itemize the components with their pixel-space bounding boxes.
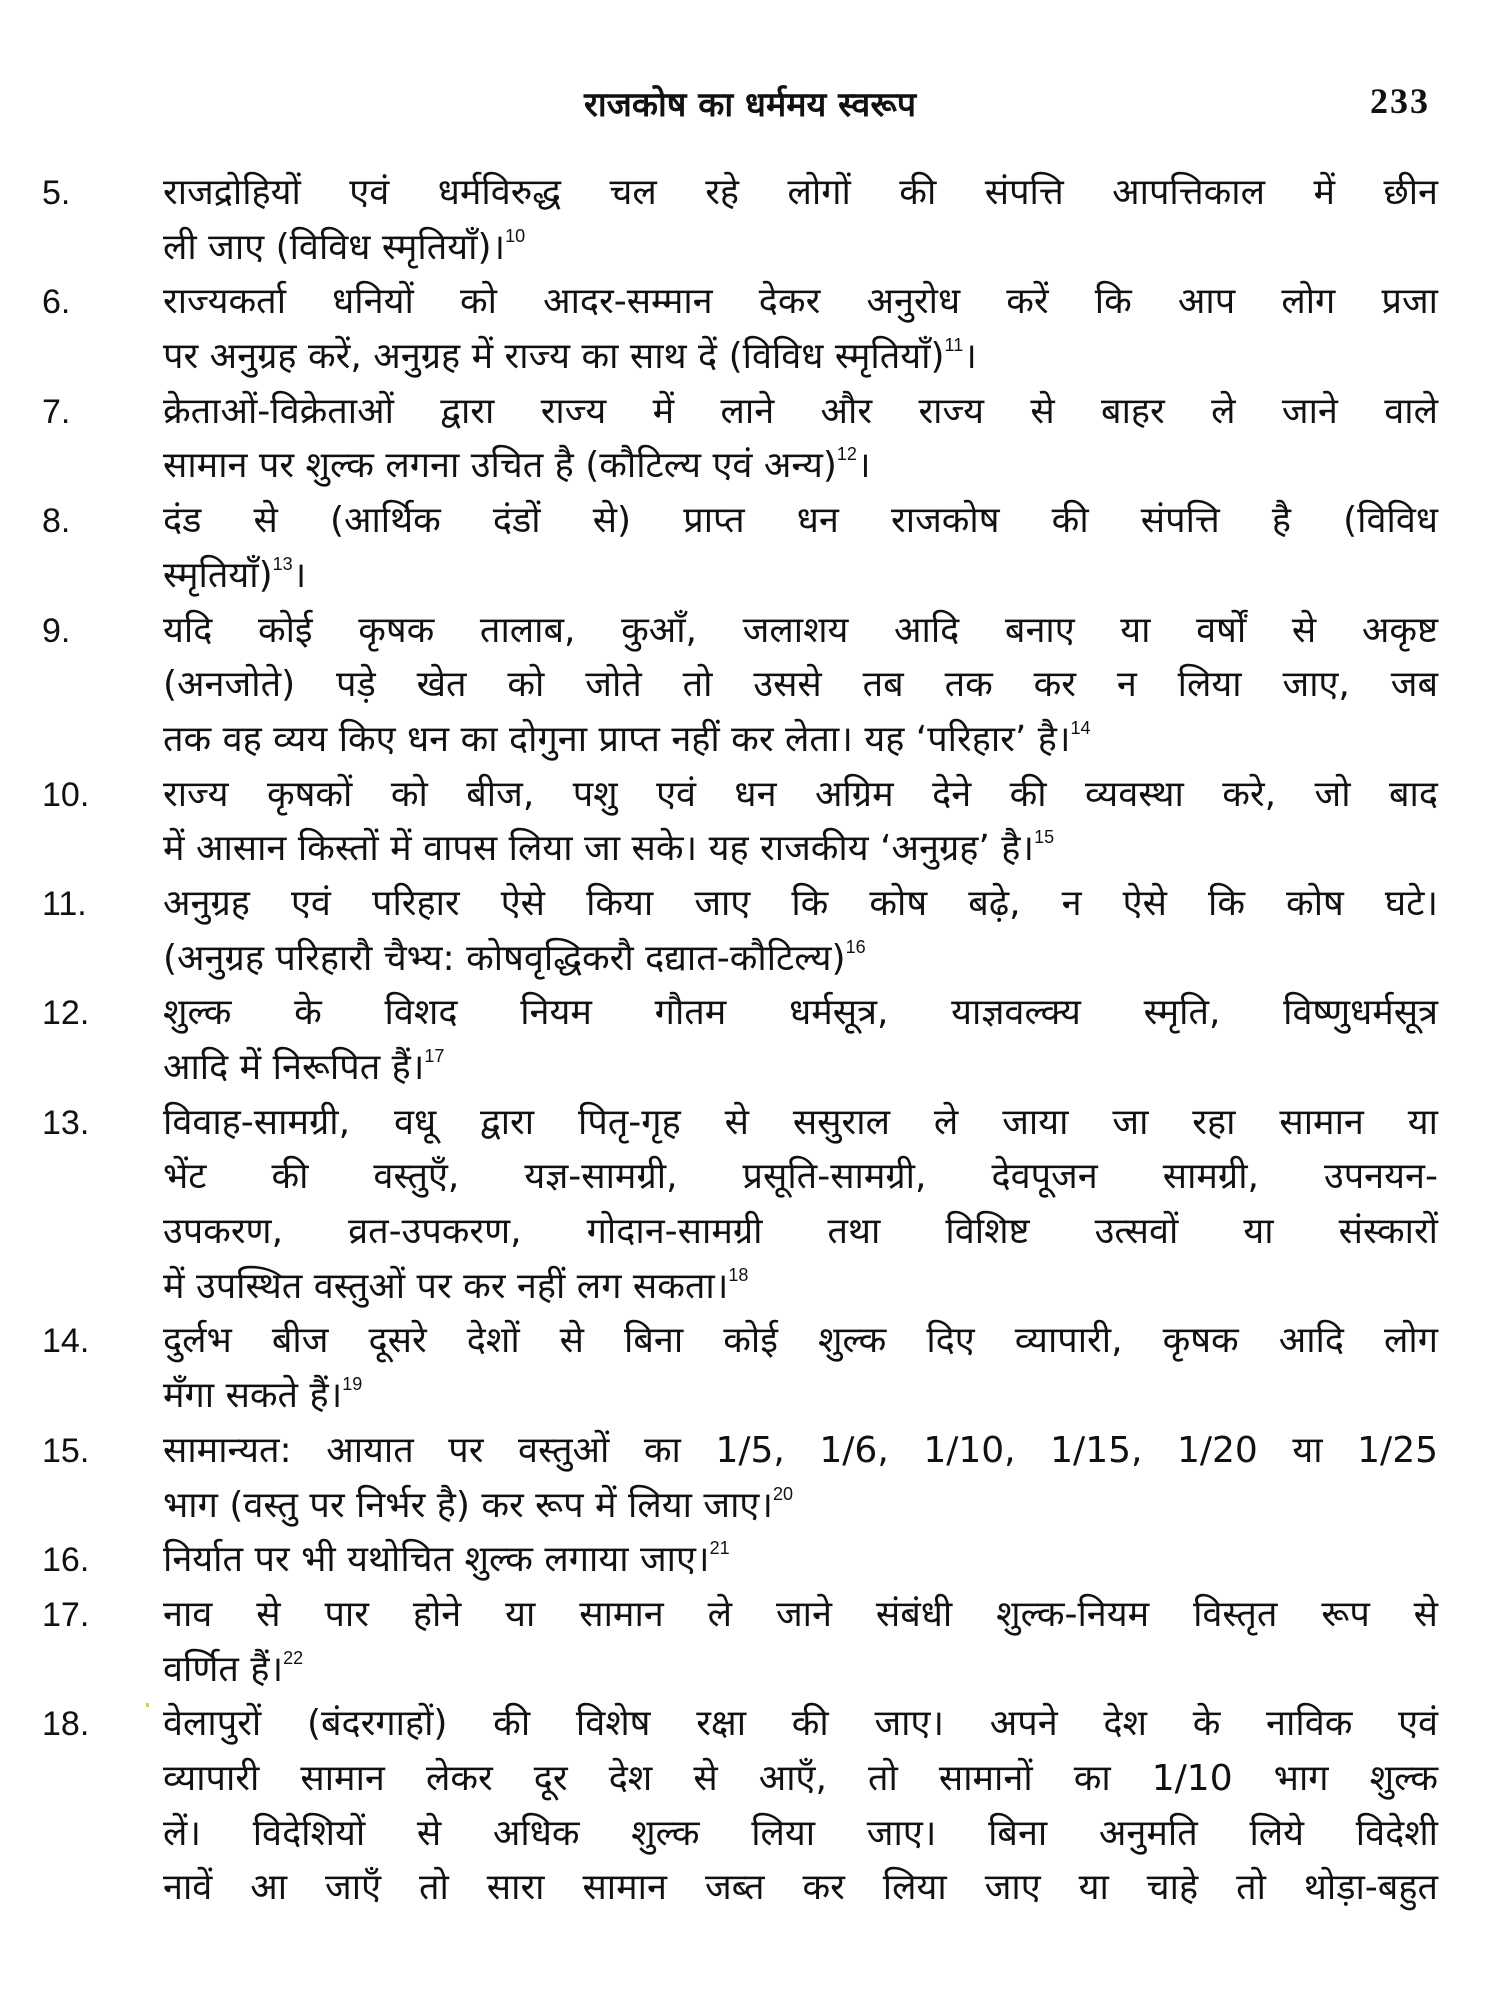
footnote-marker: 19 [342, 1374, 363, 1395]
footnote-marker: 18 [728, 1264, 749, 1285]
line-text: तक वह व्यय किए धन का दोगुना प्राप्त नहीं कर लेता। यह ‘परिहार’ है। [163, 718, 1071, 760]
text-line [163, 439, 1438, 494]
list-item [0, 385, 1500, 494]
line-text: (अनुग्रह परिहारौ चैभ्य: कोषवृद्धिकरौ दद्यात-कौटिल्य) [163, 937, 846, 979]
text-line [163, 221, 1438, 276]
line-text: नावें आ जाएँ तो सारा सामान जब्त कर लिया जाए या चाहे तो थोड़ा-बहुत [163, 1867, 1438, 1909]
line-text: में आसान किस्तों में वापस लिया जा सके। यह राजकीय ‘अनुग्रह’ है। [163, 828, 1035, 870]
line-text: सामान पर शुल्क लगना उचित है (कौटिल्य एवं अन्य) [163, 445, 837, 487]
line-text: व्यापारी सामान लेकर दूर देश से आएँ, तो सामानों का 1/10 भाग शुल्क [163, 1757, 1438, 1799]
text-line [163, 166, 1438, 221]
item-number: 15. [42, 1431, 90, 1470]
list-item [0, 275, 1500, 384]
footnote-marker: 12 [836, 444, 857, 465]
list-item [0, 877, 1500, 986]
line-text: उपकरण, व्रत-उपकरण, गोदान-सामग्री तथा विशिष्ट उत्सवों या संस्कारों [163, 1211, 1438, 1253]
text-line [163, 1260, 1438, 1315]
text-line [163, 932, 1438, 987]
list-item [0, 604, 1500, 768]
line-text: राज्यकर्ता धनियों को आदर-सम्मान देकर अनुरोध करें कि आप लोग प्रजा [163, 281, 1438, 323]
text-line [163, 1424, 1438, 1479]
list-item [0, 1314, 1500, 1423]
text-line [163, 658, 1438, 713]
item-number: 12. [42, 994, 90, 1033]
item-number: 5. [42, 174, 71, 212]
line-text: राजद्रोहियों एवं धर्मविरुद्ध चल रहे लोगों की संपत्ति आपत्तिकाल में छीन [163, 172, 1438, 213]
line-text: नाव से पार होने या सामान ले जाने संबंधी शुल्क-नियम विस्तृत रूप से [163, 1593, 1438, 1635]
line-text: वर्णित हैं। [163, 1648, 284, 1690]
line-text: दुर्लभ बीज दूसरे देशों से बिना कोई शुल्क दिए व्यापारी, कृषक आदि लोग [163, 1320, 1438, 1362]
line-text: सामान्यत: आयात पर वस्तुओं का 1/5, 1/6, 1/10, 1/15, 1/20 या 1/25 [163, 1429, 1438, 1471]
line-tail: । [963, 336, 977, 378]
text-line [163, 713, 1438, 768]
line-text: आदि में निरूपित हैं। [163, 1047, 425, 1088]
line-text: पर अनुग्रह करें, अनुग्रह में राज्य का साथ दें (विविध स्मृतियाँ) [163, 336, 945, 378]
item-number: 13. [42, 1103, 90, 1142]
text-line [163, 877, 1438, 932]
numbered-list [0, 166, 1500, 1916]
item-number: 14. [42, 1322, 90, 1361]
line-text: स्मृतियाँ) [163, 554, 273, 596]
text-line [163, 1479, 1438, 1534]
text-line [163, 1041, 1438, 1096]
item-number: 18. [42, 1705, 90, 1744]
footnote-marker: 13 [272, 553, 293, 574]
list-item [0, 494, 1500, 603]
text-line [163, 768, 1438, 823]
text-line [163, 1588, 1438, 1643]
footnote-marker: 21 [709, 1538, 730, 1559]
line-text: भेंट की वस्तुएँ, यज्ञ-सामग्री, प्रसूति-सामग्री, देवपूजन सामग्री, उपनयन- [163, 1156, 1438, 1198]
list-item [0, 1533, 1500, 1588]
text-line [163, 494, 1438, 549]
text-line [163, 1752, 1438, 1807]
text-line [163, 1314, 1438, 1369]
line-text: विवाह-सामग्री, वधू द्वारा पितृ-गृह से ससुराल ले जाया जा रहा सामान या [163, 1101, 1438, 1143]
line-tail: । [856, 445, 871, 487]
list-item [0, 986, 1500, 1095]
line-text: ली जाए (विविध स्मृतियाँ)। [163, 226, 506, 268]
text-line [163, 1150, 1438, 1205]
line-text: शुल्क के विशद नियम गौतम धर्मसूत्र, याज्ञवल्क्य स्मृति, विष्णुधर्मसूत्र [163, 992, 1438, 1034]
text-line [163, 1096, 1438, 1151]
text-line [163, 1643, 1438, 1698]
line-text: निर्यात पर भी यथोचित शुल्क लगाया जाए। [163, 1539, 710, 1581]
text-line [163, 604, 1438, 659]
line-text: भाग (वस्तु पर निर्भर है) कर रूप में लिया जाए। [163, 1484, 773, 1526]
text-line [163, 275, 1438, 330]
footnote-marker: 17 [424, 1046, 445, 1066]
item-number: 17. [42, 1595, 90, 1634]
item-number: 6. [42, 283, 71, 322]
list-item [0, 1588, 1500, 1697]
item-number: 10. [42, 775, 90, 814]
line-text: राज्य कृषकों को बीज, पशु एवं धन अग्रिम देने की व्यवस्था करे, जो बाद [163, 773, 1438, 815]
footnote-marker: 20 [773, 1483, 794, 1504]
text-line [163, 549, 1438, 604]
list-item [0, 1424, 1500, 1533]
footnote-marker: 10 [505, 225, 526, 246]
text-line [163, 385, 1438, 440]
list-item [0, 1096, 1500, 1315]
item-number: 16. [42, 1541, 90, 1580]
text-line [163, 1205, 1438, 1260]
footnote-marker: 22 [283, 1647, 304, 1668]
line-text: मँगा सकते हैं। [163, 1375, 343, 1417]
line-text: वेलापुरों (बंदरगाहों) की विशेष रक्षा की जाए। अपने देश के नाविक एवं [163, 1703, 1438, 1745]
text-line [163, 986, 1438, 1041]
text-line [163, 822, 1438, 877]
page-number: 233 [1370, 81, 1430, 121]
line-text: (अनजोते) पड़े खेत को जोते तो उससे तब तक कर न लिया जाए, जब [163, 664, 1438, 706]
line-tail: । [292, 554, 307, 596]
list-item [0, 166, 1500, 275]
item-number: 9. [42, 611, 71, 650]
line-text: यदि कोई कृषक तालाब, कुआँ, जलाशय आदि बनाए या वर्षों से अकृष्ट [163, 609, 1438, 651]
running-title: राजकोष का धर्ममय स्वरूप [583, 85, 917, 125]
line-text: क्रेताओं-विक्रेताओं द्वारा राज्य में लाने और राज्य से बाहर ले जाने वाले [163, 390, 1438, 432]
text-line [163, 1807, 1438, 1862]
text-line [163, 1369, 1438, 1424]
running-header [0, 80, 1500, 136]
text-line [163, 1861, 1438, 1916]
text-line [163, 330, 1438, 385]
line-text: अनुग्रह एवं परिहार ऐसे किया जाए कि कोष बढ़े, न ऐसे कि कोष घटे। [163, 882, 1438, 924]
line-text: लें। विदेशियों से अधिक शुल्क लिया जाए। बिना अनुमति लिये विदेशी [163, 1812, 1438, 1854]
list-item [0, 768, 1500, 877]
text-line [163, 1533, 1438, 1588]
footnote-marker: 16 [845, 936, 866, 957]
text-line [163, 1697, 1438, 1752]
list-item [0, 1697, 1500, 1916]
scan-speck [146, 1703, 149, 1707]
line-text: में उपस्थित वस्तुओं पर कर नहीं लग सकता। [163, 1265, 729, 1307]
footnote-marker: 15 [1034, 827, 1055, 848]
item-number: 8. [42, 502, 71, 541]
line-text: दंड से (आर्थिक दंडों से) प्राप्त धन राजकोष की संपत्ति है (विविध [163, 500, 1438, 542]
footnote-marker: 11 [944, 335, 964, 356]
footnote-marker: 14 [1070, 717, 1091, 738]
item-number: 11. [42, 884, 87, 923]
item-number: 7. [42, 392, 71, 431]
